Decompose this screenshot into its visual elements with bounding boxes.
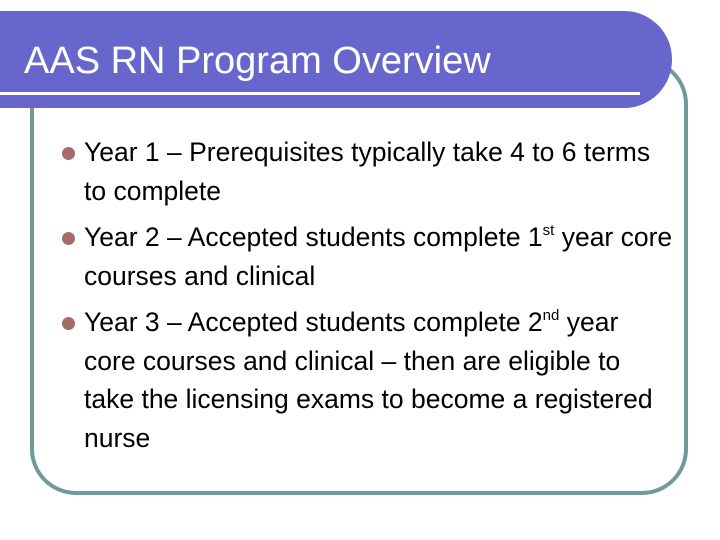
bullet-item: [84, 303, 674, 457]
bullet-icon: [62, 317, 75, 330]
bullet-item: [84, 218, 674, 295]
bullet-text: Year 1 – Prerequisites typically take 4 to 6 terms to complete: [84, 137, 651, 206]
bullet-list: [84, 133, 674, 465]
bullet-text: Year 3 – Accepted students complete 2: [84, 307, 543, 337]
bullet-text-cont: year core courses and clinical – then are eligible to take the licensing exams to become a registered nurse: [84, 307, 653, 453]
bullet-text: Year 2 – Accepted students complete 1: [84, 222, 543, 252]
bullet-item: [84, 133, 674, 210]
title-underline: [0, 92, 640, 95]
ordinal-suffix: st: [542, 222, 555, 239]
bullet-icon: [62, 232, 75, 245]
bullet-text-cont: year core courses and clinical: [84, 222, 673, 291]
ordinal-suffix: nd: [542, 307, 560, 324]
bullet-icon: [62, 147, 75, 160]
slide-title: AAS RN Program Overview: [24, 40, 491, 82]
